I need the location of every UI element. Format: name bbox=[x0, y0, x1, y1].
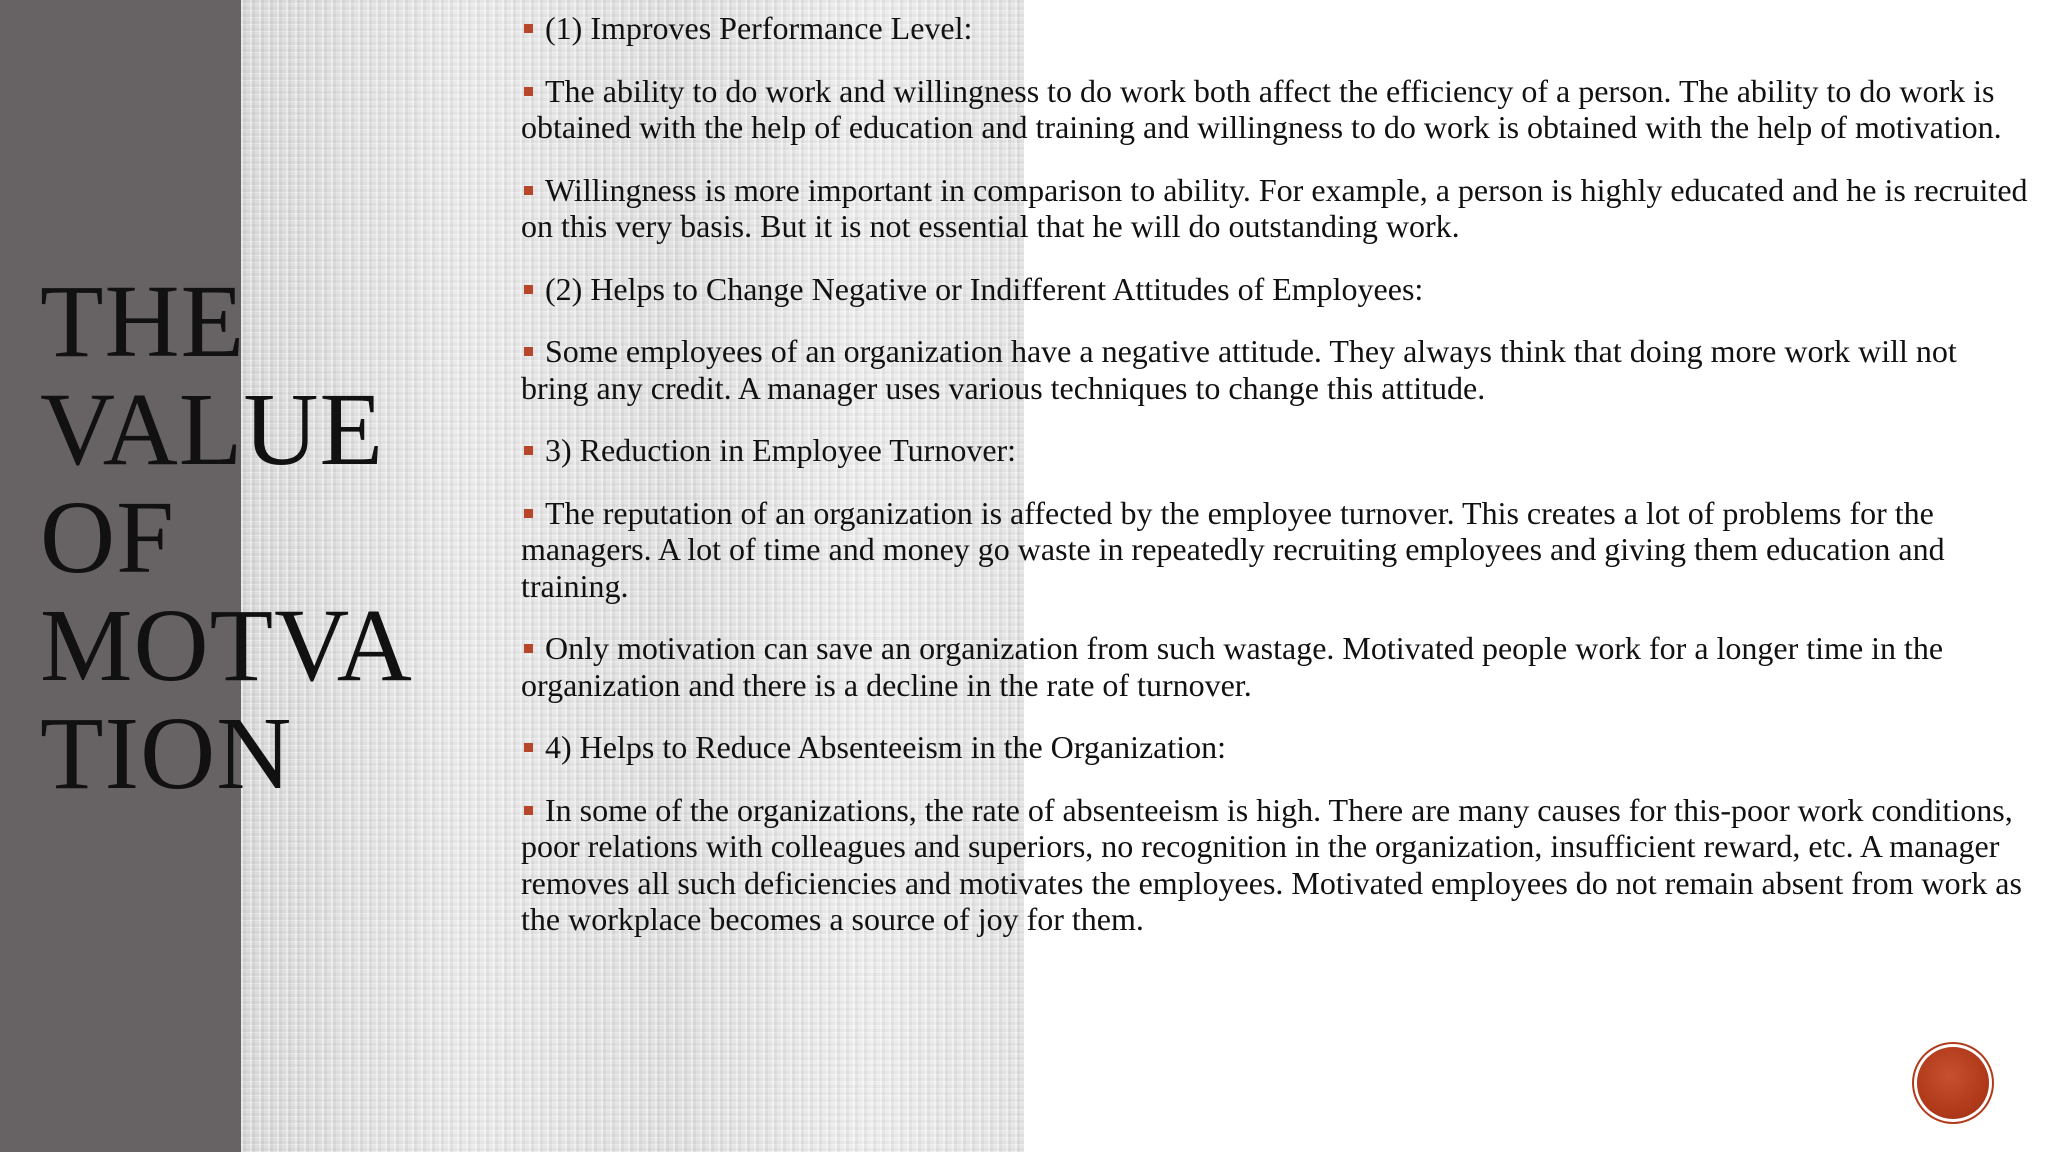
paragraph-text: Only motivation can save an organization from such wastage. Motivated people work for a longer time in the organization and there is a decline in the rate of turnover. bbox=[521, 630, 1944, 703]
paragraph-text: The reputation of an organization is affected by the employee turnover. This creates a lot of problems for the managers. A lot of time and money go waste in repeatedly recruiting employees and giving them education and training. bbox=[521, 494, 1945, 604]
bullet-paragraph bbox=[521, 630, 2031, 703]
paragraph-text: (1) Improves Performance Level: bbox=[545, 10, 973, 46]
bullet-paragraph bbox=[521, 172, 2031, 245]
square-bullet-icon bbox=[524, 347, 533, 356]
slide-title bbox=[40, 264, 413, 811]
square-bullet-icon bbox=[524, 87, 533, 96]
title-line: VALUE bbox=[40, 372, 384, 487]
square-bullet-icon bbox=[524, 186, 533, 195]
slide-content bbox=[521, 10, 2031, 964]
title-line: OF bbox=[40, 480, 175, 595]
title-line: MOTVA bbox=[40, 588, 413, 703]
bullet-paragraph bbox=[521, 10, 2031, 47]
square-bullet-icon bbox=[524, 644, 533, 653]
square-bullet-icon bbox=[524, 446, 533, 455]
square-bullet-icon bbox=[524, 509, 533, 518]
paragraph-text: 4) Helps to Reduce Absenteeism in the Organization: bbox=[545, 729, 1227, 765]
bullet-paragraph bbox=[521, 495, 2031, 605]
bullet-paragraph bbox=[521, 333, 2031, 406]
paragraph-text: In some of the organizations, the rate of absenteeism is high. There are many causes for this-poor work conditions, poor relations with colleagues and superiors, no recognition in the organization, insufficient reward, etc. A manager removes all such deficiencies and motivates the employees. Motivated employees do not remain absent from work as the workplace becomes a source of joy for them. bbox=[521, 791, 2022, 937]
circle-nav-icon[interactable] bbox=[1917, 1047, 1989, 1119]
bullet-paragraph bbox=[521, 271, 2031, 308]
paragraph-text: 3) Reduction in Employee Turnover: bbox=[545, 432, 1017, 468]
bullet-paragraph bbox=[521, 792, 2031, 938]
square-bullet-icon bbox=[524, 285, 533, 294]
bullet-paragraph bbox=[521, 73, 2031, 146]
square-bullet-icon bbox=[524, 806, 533, 815]
paragraph-text: Willingness is more important in comparison to ability. For example, a person is highly educated and he is recruited on this very basis. But it is not essential that he will do outstanding work. bbox=[521, 171, 2028, 244]
bullet-paragraph bbox=[521, 729, 2031, 766]
paragraph-text: (2) Helps to Change Negative or Indifferent Attitudes of Employees: bbox=[545, 270, 1424, 307]
paragraph-text: Some employees of an organization have a negative attitude. They always think that doing more work will not bring any credit. A manager uses various techniques to change this attitude. bbox=[521, 333, 1957, 406]
square-bullet-icon bbox=[524, 24, 533, 33]
title-line: THE bbox=[40, 264, 246, 379]
bullet-paragraph bbox=[521, 432, 2031, 469]
title-line: TION bbox=[40, 696, 293, 811]
paragraph-text: The ability to do work and willingness to do work both affect the efficiency of a person. The ability to do work is obtained with the help of education and training and willingness to do work is obtained with the help of motivation. bbox=[521, 72, 2002, 145]
square-bullet-icon bbox=[524, 743, 533, 752]
